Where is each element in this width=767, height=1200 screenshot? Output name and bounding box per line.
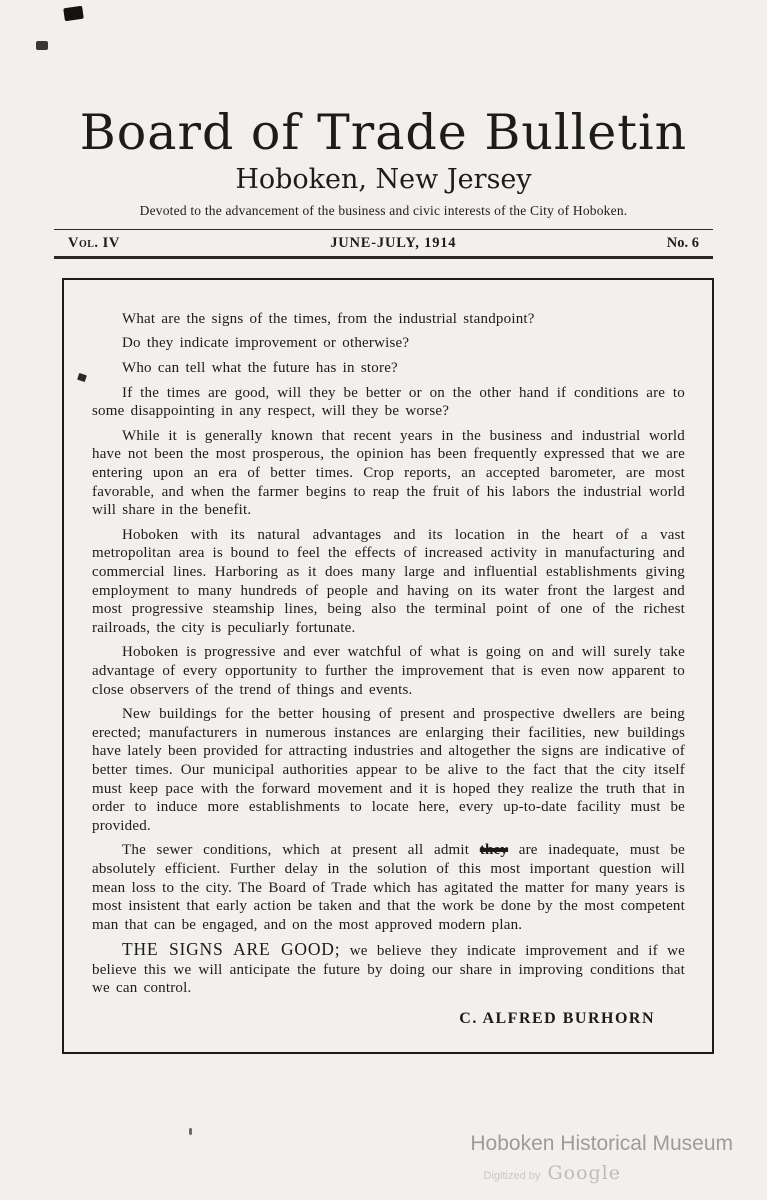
struck-word: they [479, 842, 509, 859]
masthead-rule-bottom [54, 256, 713, 259]
scan-artifact [189, 1128, 192, 1135]
masthead [0, 0, 767, 219]
digitized-by-line [470, 1162, 621, 1184]
paragraph: Do they indicate improvement or otherwise? [122, 335, 410, 352]
paragraph: New buildings for the better housing of present and prospective dwellers are being erected; manufacturers in numerous instances are enlarging their facilities, new buildings have lately been provided for attracting industries and altogether the signs are indicative of better times. Our municipal authorities appear to be alive to the fact that the city itself must keep pace with the forward movement and it is hoped they realize the truth that in order to induce more establishments to locate here, every up-to-date facility must be provided. [92, 706, 685, 834]
google-logo: Google [547, 1162, 621, 1184]
publication-location: Hoboken, New Jersey [235, 163, 532, 195]
paragraph: If the times are good, will they be better or on the other hand if conditions are to some disappointing in any respect, will they be worse? [92, 384, 685, 420]
scan-artifact [63, 6, 84, 22]
issue-info-row [54, 230, 713, 256]
publication-title: Board of Trade Bulletin [79, 104, 688, 161]
publication-tagline: Devoted to the advancement of the business and civic interests of the City of Hoboken. [139, 202, 628, 218]
volume-label: Vol. IV [68, 234, 120, 251]
article-body [92, 310, 685, 998]
lead-caps: THE SIGNS ARE GOOD; [122, 939, 341, 960]
paragraph: Who can tell what the future has in store? [122, 360, 398, 377]
article-box [62, 278, 714, 1054]
signature: C. ALFRED BURHORN [459, 1010, 655, 1028]
paragraph: While it is generally known that recent years in the business and industrial world have not been the most prosperous, the opinion has been frequently expressed that we are entering upon an era of better times. Crop reports, an accepted barometer, are most favorable, and when the farmer begins to reap the fruit of his labors the industrial world will share in the benefit. [92, 427, 685, 519]
museum-watermark: Hoboken Historical Museum [470, 1132, 733, 1155]
paragraph: THE SIGNS ARE GOOD; we believe they indicate improvement and if we believe this we will anticipate the future by doing our share in improving conditions that we can control. [92, 939, 686, 997]
paragraph: What are the signs of the times, from the industrial standpoint? [122, 310, 535, 327]
paragraph: The sewer conditions, which at present all admit they are inadequate, must be absolutely efficient. Further delay in the solution of this most important question will mean loss to the city. The Board of Trade which has agitated the matter for many years is most insistent that early action be taken and that the work be done by the most competent man that can be engaged, and on the most approved modern plan. [92, 842, 685, 933]
issue-number-label: No. 6 [666, 234, 699, 251]
digitized-by-label: Digitized by [483, 1170, 541, 1182]
scan-artifact [36, 41, 48, 50]
issue-date-label: JUNE-JULY, 1914 [330, 234, 457, 251]
watermark [470, 1132, 733, 1184]
paragraph: Hoboken with its natural advantages and its location in the heart of a vast metropolitan area is bound to feel the effects of increased activity in manufacturing and commercial lines. Harboring as it does many large and influential establishments giving employment to many hundreds of people and having on its water front the largest and most progressive steamship lines, being also the terminal point of one of the richest railroads, the city is peculiarly fortunate. [92, 526, 685, 636]
paragraph: Hoboken is progressive and ever watchful of what is going on and will surely take advantage of every opportunity to further the improvement that is even now apparent to close observers of the trend of things and events. [92, 644, 685, 698]
